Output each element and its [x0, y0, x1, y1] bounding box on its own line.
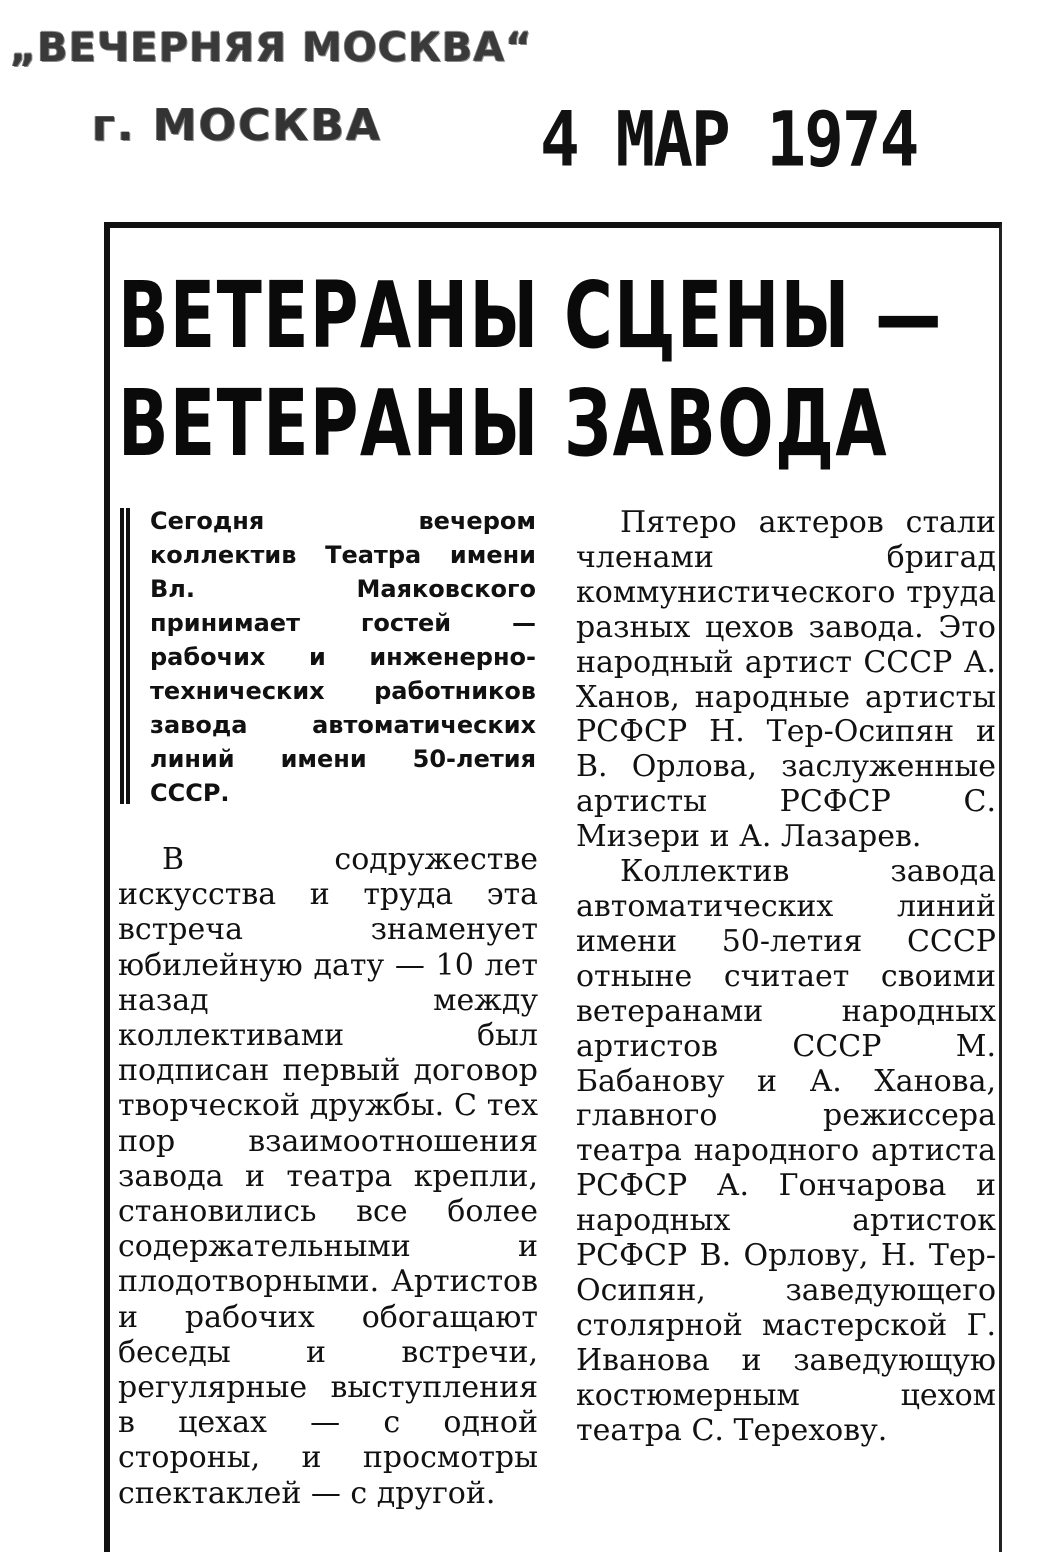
headline-line-2: ВЕТЕРАНЫ ЗАВОДА [118, 370, 889, 477]
article-column-right [576, 506, 996, 1448]
article-paragraph: Пятеро актеров стали членами бригад коммунистического труда разных цехов завода. Это народный артист СССР А. Ханов, народные артисты РСФСР Н. Тер-Осипян и В. Орлова, заслуженные артисты РСФСР С. Мизери и А. Лазарев. [576, 505, 996, 855]
lead-marker-bar [120, 508, 130, 804]
article-paragraph: В содружестве искусства и труда эта встреча знаменует юбилейную дату — 10 лет назад между коллективами был подписан первый договор творческой дружбы. С тех пор взаимоотношения завода и театра крепли, становились все более содержательными и плодотворными. Артистов и рабочих обогащают беседы и встречи, регулярные выступления в цехах — с одной стороны, и просмотры спектаклей — с другой. [118, 842, 538, 1511]
clipping-date-stamp: 4 МАР 1974 [540, 95, 918, 184]
article-paragraph: Коллектив завода автоматических линий имени 50-летия СССР отныне считает своими ветеранами народных артистов СССР М. Бабанову и А. Ханова, главного режиссера театра народного артиста РСФСР А. Гончарова и народных артисток РСФСР В. Орлову, Н. Тер-Осипян, заведующего столярной мастерской Г. Иванова и заведующую костюмерным цехом театра С. Терехову. [576, 854, 996, 1448]
headline-line-1: ВЕТЕРАНЫ СЦЕНЫ — [118, 262, 943, 369]
article-lead: Сегодня вечером коллектив Театра имени Вл. Маяковского принимает гостей — рабочих и инженерно-технических работников завода автоматических линий имени 50-летия СССР. [150, 507, 536, 807]
article-headline [118, 262, 975, 478]
newspaper-stamp-name: „ВЕЧЕРНЯЯ МОСКВА“ [10, 25, 533, 71]
article-column-left [118, 842, 538, 1511]
newspaper-stamp-city: г. МОСКВА [92, 100, 383, 151]
